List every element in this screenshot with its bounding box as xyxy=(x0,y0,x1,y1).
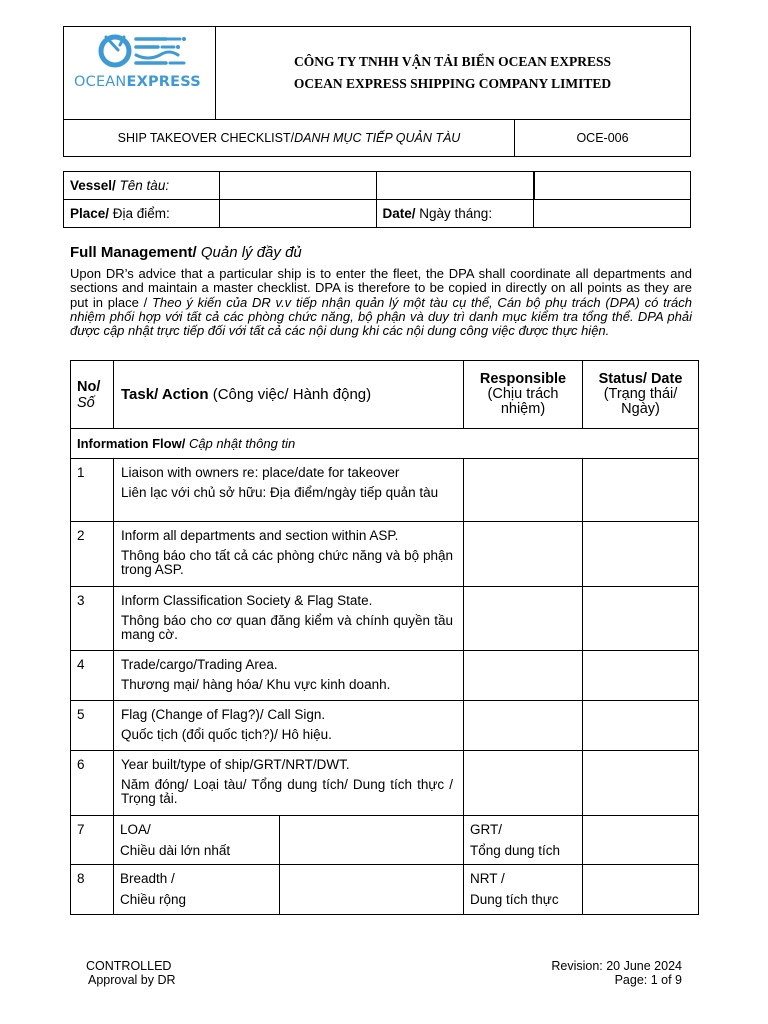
row-responsible-field[interactable] xyxy=(464,522,583,587)
row-right-label: NRT / Dung tích thực xyxy=(464,865,583,915)
row-right-label: GRT/ Tổng dung tích xyxy=(464,816,583,865)
document-title-row xyxy=(64,119,690,156)
row-task: Trade/cargo/Trading Area. Thương mại/ hàng hóa/ Khu vực kinh doanh. xyxy=(114,651,464,701)
logo-wordmark: OCEANEXPRESS xyxy=(74,74,201,90)
table-row xyxy=(71,522,699,587)
table-row xyxy=(71,459,699,522)
table-row xyxy=(71,816,699,865)
row-status-field[interactable] xyxy=(583,522,699,587)
takeover-checklist-table xyxy=(70,360,699,915)
vessel-label: Vessel/ Tên tàu: xyxy=(64,172,220,200)
vessel-info-table xyxy=(63,171,691,228)
col-header-no: No/ Số xyxy=(71,361,114,429)
company-name-vi: CÔNG TY TNHH VẬN TẢI BIỂN OCEAN EXPRESS xyxy=(294,54,611,69)
row-status-field[interactable] xyxy=(583,651,699,701)
loa-value-field[interactable] xyxy=(280,816,464,865)
table-row xyxy=(71,651,699,701)
row-task: Liaison with owners re: place/date for takeover Liên lạc với chủ sở hữu: Địa điểm/ngày tiếp quản tàu xyxy=(114,459,464,522)
table-header-row xyxy=(71,361,699,429)
footer-right xyxy=(540,959,682,987)
table-row xyxy=(71,751,699,816)
footer-controlled: CONTROLLED xyxy=(86,959,172,973)
company-name-en: OCEAN EXPRESS SHIPPING COMPANY LIMITED xyxy=(293,76,612,91)
footer-revision: Revision: 20 June 2024 xyxy=(551,959,682,973)
row-number: 3 xyxy=(71,587,114,651)
row-number: 4 xyxy=(71,651,114,701)
row-responsible-field[interactable] xyxy=(464,587,583,651)
row-task: Year built/type of ship/GRT/NRT/DWT. Năm đóng/ Loại tàu/ Tổng dung tích/ Dung tích thực / Trọng tải. xyxy=(114,751,464,816)
footer-approval: Approval by DR xyxy=(88,973,176,987)
section-title: Full Management/ Quản lý đầy đủ xyxy=(70,244,302,261)
row-responsible-field[interactable] xyxy=(464,751,583,816)
footer-page-number: Page: 1 of 9 xyxy=(614,973,682,987)
row-number: 1 xyxy=(71,459,114,522)
place-date-row xyxy=(64,200,691,228)
col-header-task: Task/ Action (Công việc/ Hành động) xyxy=(114,361,464,429)
col-header-responsible: Responsible (Chịu trách nhiệm) xyxy=(464,361,583,429)
company-name-cell xyxy=(215,27,690,119)
row-number: 8 xyxy=(71,865,114,915)
nrt-value-field[interactable] xyxy=(583,865,699,915)
place-label: Place/ Địa điểm: xyxy=(64,200,220,228)
vessel-extra-field-2[interactable] xyxy=(534,172,691,200)
ocean-express-logo-icon xyxy=(96,31,196,75)
row-number: 5 xyxy=(71,701,114,751)
row-number: 2 xyxy=(71,522,114,587)
footer-left xyxy=(86,959,176,987)
col-header-status: Status/ Date (Trạng thái/ Ngày) xyxy=(583,361,699,429)
table-row xyxy=(71,587,699,651)
intro-paragraph: Upon DR’s advice that a particular ship is to enter the fleet, the DPA shall coordinate all departments and sections and maintain a master checklist. DPA is therefore to be copied in directly on all points as they are put in place / Theo ý kiến của DR v.v tiếp nhận quản lý một tàu cụ thể, Cán bộ phụ trách (DPA) có trách nhiệm phối hợp với tất cả các phòng chức năng, bộ phận và duy trì danh mục kiểm tra tổng thể. DPA phải được cập nhật trực tiếp đối với tất cả các nội dung khi các nội dung công việc được thực hiện. xyxy=(70,266,693,339)
logo-cell xyxy=(64,27,216,119)
row-left-label: Breadth / Chiều rộng xyxy=(114,865,280,915)
row-task: Inform all departments and section within ASP. Thông báo cho tất cả các phòng chức năng và bộ phận trong ASP. xyxy=(114,522,464,587)
row-responsible-field[interactable] xyxy=(464,459,583,522)
row-responsible-field[interactable] xyxy=(464,651,583,701)
information-flow-heading: Information Flow/ Cập nhật thông tin xyxy=(71,429,699,459)
date-value-field[interactable] xyxy=(534,200,691,228)
row-task: Inform Classification Society & Flag State. Thông báo cho cơ quan đăng kiểm và chính quyền tầu mang cờ. xyxy=(114,587,464,651)
document-header xyxy=(63,26,691,157)
row-responsible-field[interactable] xyxy=(464,701,583,751)
row-task: Flag (Change of Flag?)/ Call Sign. Quốc tịch (đổi quốc tịch?)/ Hô hiệu. xyxy=(114,701,464,751)
date-label: Date/ Ngày tháng: xyxy=(376,200,534,228)
vessel-value-field[interactable] xyxy=(219,172,376,200)
vessel-extra-field[interactable] xyxy=(376,172,534,200)
place-value-field[interactable] xyxy=(219,200,376,228)
grt-value-field[interactable] xyxy=(583,816,699,865)
table-row xyxy=(71,701,699,751)
row-number: 7 xyxy=(71,816,114,865)
document-code: OCE-006 xyxy=(576,131,629,145)
table-row xyxy=(71,865,699,915)
vessel-row xyxy=(64,172,691,200)
row-number: 6 xyxy=(71,751,114,816)
row-status-field[interactable] xyxy=(583,587,699,651)
row-status-field[interactable] xyxy=(583,459,699,522)
row-status-field[interactable] xyxy=(583,701,699,751)
row-status-field[interactable] xyxy=(583,751,699,816)
document-title: SHIP TAKEOVER CHECKLIST/ DANH MỤC TIẾP QUẢN TÀU xyxy=(64,120,515,156)
row-left-label: LOA/ Chiều dài lớn nhất xyxy=(114,816,280,865)
breadth-value-field[interactable] xyxy=(280,865,464,915)
information-flow-row xyxy=(71,429,699,459)
